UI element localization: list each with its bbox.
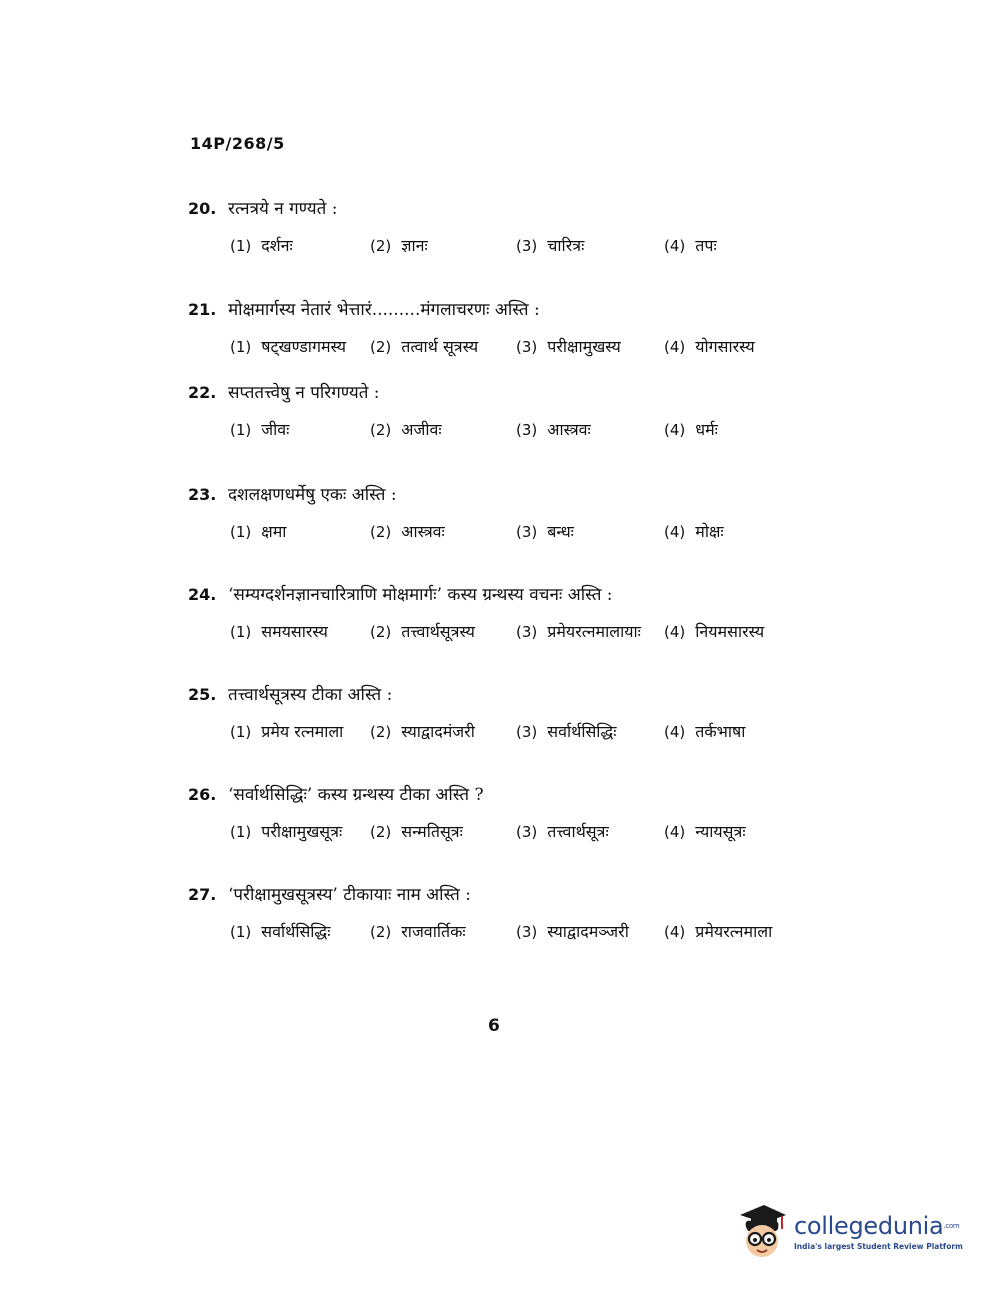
paper-code: 14P/268/5 (190, 134, 285, 153)
option-2 (370, 234, 516, 256)
option-text: अजीवः (401, 420, 442, 439)
option-number: (4) (664, 823, 686, 841)
option-3 (516, 720, 664, 742)
option-4 (664, 520, 794, 542)
option-number: (3) (516, 421, 538, 439)
option-4 (664, 920, 794, 942)
option-4 (664, 620, 794, 642)
option-text: प्रमेयरत्नमाला (695, 922, 773, 941)
question-27 (188, 882, 828, 950)
option-2 (370, 820, 516, 842)
option-3 (516, 620, 664, 642)
option-3 (516, 920, 664, 942)
option-text: परीक्षामुखस्य (547, 337, 621, 356)
option-text: तत्वार्थ सूत्रस्य (401, 337, 479, 356)
question-text: तत्त्वार्थसूत्रस्य टीका अस्ति : (228, 685, 393, 705)
question-24 (188, 582, 828, 650)
question-text: ‘सर्वार्थसिद्धिः’ कस्य ग्रन्थस्य टीका अस्ति ? (228, 785, 484, 805)
option-number: (2) (370, 338, 392, 356)
option-text: तर्कभाषा (695, 722, 746, 741)
brand-suffix: .com (943, 1221, 960, 1230)
option-number: (2) (370, 623, 392, 641)
option-number: (4) (664, 237, 686, 255)
question-text: मोक्षमार्गस्य नेतारं भेत्तारं.........मंगलाचरणः अस्ति : (228, 300, 540, 320)
option-text: बन्धः (547, 522, 574, 541)
option-3 (516, 418, 664, 440)
question-26 (188, 782, 828, 850)
option-2 (370, 335, 516, 357)
option-text: सर्वार्थसिद्धिः (547, 722, 617, 741)
option-text: सन्मतिसूत्रः (401, 822, 463, 841)
option-1 (230, 820, 370, 842)
option-text: दर्शनः (261, 236, 293, 255)
question-number: 21. (188, 300, 217, 319)
option-number: (4) (664, 421, 686, 439)
option-number: (4) (664, 338, 686, 356)
option-text: तत्त्वार्थसूत्रस्य (401, 622, 475, 641)
option-text: स्याद्वादमंजरी (401, 722, 475, 741)
option-text: न्यायसूत्रः (695, 822, 746, 841)
question-20 (188, 196, 828, 264)
option-text: सर्वार्थसिद्धिः (261, 922, 331, 941)
option-1 (230, 920, 370, 942)
question-21 (188, 297, 828, 365)
option-number: (4) (664, 523, 686, 541)
option-3 (516, 234, 664, 256)
option-number: (3) (516, 338, 538, 356)
question-number: 23. (188, 485, 217, 504)
option-text: परीक्षामुखसूत्रः (261, 822, 343, 841)
option-2 (370, 520, 516, 542)
question-text: ‘परीक्षामुखसूत्रस्य’ टीकायाः नाम अस्ति : (228, 885, 471, 905)
option-text: ज्ञानः (401, 236, 428, 255)
options-row (230, 620, 828, 650)
option-4 (664, 720, 794, 742)
option-3 (516, 820, 664, 842)
option-number: (3) (516, 723, 538, 741)
question-23 (188, 482, 828, 550)
option-text: मोक्षः (695, 522, 724, 541)
option-number: (2) (370, 923, 392, 941)
option-number: (1) (230, 338, 252, 356)
option-1 (230, 520, 370, 542)
option-number: (4) (664, 723, 686, 741)
option-4 (664, 820, 794, 842)
option-number: (4) (664, 623, 686, 641)
options-row (230, 520, 828, 550)
option-text: षट्खण्डागमस्य (261, 337, 347, 356)
option-text: तपः (695, 236, 717, 255)
option-text: जीवः (261, 420, 290, 439)
option-3 (516, 335, 664, 357)
question-text: ‘सम्यग्दर्शनज्ञानचारित्राणि मोक्षमार्गः’ कस्य ग्रन्थस्य वचनः अस्ति : (228, 585, 613, 605)
brand-name: collegedunia$^{.com}$ (794, 1211, 960, 1240)
question-25 (188, 682, 828, 750)
option-number: (1) (230, 237, 252, 255)
option-text: धर्मः (695, 420, 718, 439)
option-number: (1) (230, 623, 252, 641)
option-number: (1) (230, 421, 252, 439)
option-3 (516, 520, 664, 542)
option-number: (3) (516, 623, 538, 641)
options-row (230, 234, 828, 264)
student-mascot-icon (736, 1201, 788, 1261)
option-2 (370, 720, 516, 742)
option-number: (1) (230, 723, 252, 741)
option-number: (2) (370, 723, 392, 741)
option-text: योगसारस्य (695, 337, 755, 356)
option-number: (2) (370, 523, 392, 541)
option-2 (370, 418, 516, 440)
option-text: नियमसारस्य (695, 622, 765, 641)
option-4 (664, 335, 794, 357)
option-number: (2) (370, 421, 392, 439)
collegedunia-logo (736, 1196, 966, 1266)
question-text: दशलक्षणधर्मेषु एकः अस्ति : (228, 485, 397, 505)
option-number: (4) (664, 923, 686, 941)
options-row (230, 720, 828, 750)
brand-text (794, 1212, 963, 1251)
option-2 (370, 920, 516, 942)
options-row (230, 418, 828, 448)
option-text: आस्त्रवः (547, 420, 591, 439)
question-number: 27. (188, 885, 217, 904)
option-text: स्याद्वादमञ्जरी (547, 922, 629, 941)
option-number: (3) (516, 823, 538, 841)
option-text: प्रमेयरत्नमालायाः (547, 622, 641, 641)
option-number: (3) (516, 923, 538, 941)
option-1 (230, 720, 370, 742)
question-number: 22. (188, 383, 217, 402)
option-number: (2) (370, 237, 392, 255)
question-number: 24. (188, 585, 217, 604)
option-number: (3) (516, 523, 538, 541)
question-text: सप्ततत्त्वेषु न परिगण्यते : (228, 383, 380, 403)
question-number: 20. (188, 199, 217, 218)
option-number: (1) (230, 923, 252, 941)
option-text: राजवार्तिकः (401, 922, 466, 941)
question-number: 25. (188, 685, 217, 704)
question-text: रत्नत्रये न गण्यते : (228, 199, 338, 219)
option-text: तत्त्वार्थसूत्रः (547, 822, 609, 841)
option-1 (230, 620, 370, 642)
option-1 (230, 418, 370, 440)
option-1 (230, 234, 370, 256)
question-22 (188, 380, 828, 448)
options-row (230, 920, 828, 950)
option-number: (1) (230, 523, 252, 541)
option-text: क्षमा (261, 522, 287, 541)
page-number: 6 (488, 1016, 500, 1036)
option-4 (664, 418, 794, 440)
brand-tagline: India's largest Student Review Platform (794, 1241, 963, 1251)
options-row (230, 820, 828, 850)
option-text: आस्त्रवः (401, 522, 445, 541)
option-2 (370, 620, 516, 642)
option-number: (1) (230, 823, 252, 841)
option-4 (664, 234, 794, 256)
option-text: समयसारस्य (261, 622, 328, 641)
options-row (230, 335, 828, 365)
question-number: 26. (188, 785, 217, 804)
option-1 (230, 335, 370, 357)
option-number: (3) (516, 237, 538, 255)
option-number: (2) (370, 823, 392, 841)
option-text: चारित्रः (547, 236, 585, 255)
option-text: प्रमेय रत्नमाला (261, 722, 344, 741)
